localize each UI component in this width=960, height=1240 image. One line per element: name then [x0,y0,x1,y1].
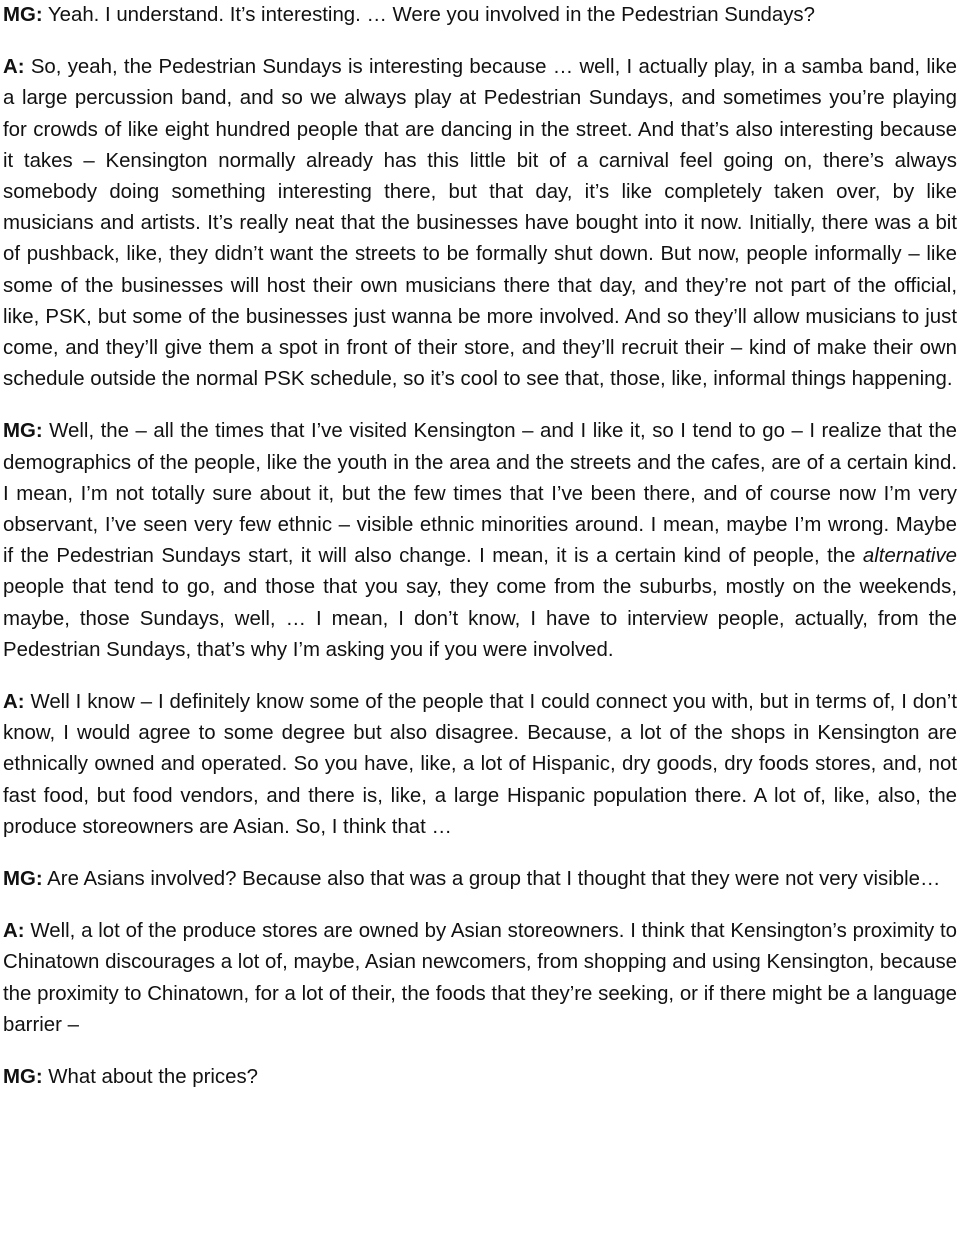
turn-text: Well, the – all the times that I’ve visited Kensington – and I like it, so I tend to go – I realize that the demographics of the people, like the youth in the area and the streets and the cafes, are of a certain kind. I mean, I’m not totally sure about it, but the few times that I’ve been there, and of course now I’m very observant, I’ve seen very few ethnic – visible ethnic minorities around. I mean, maybe I’m wrong. Maybe if the Pedestrian Sundays start, it will also change. I mean, it is a certain kind of people, the [3,420,957,568]
speaker-label: A: [3,691,25,714]
speaker-label: A: [3,56,25,79]
transcript-turn [3,916,957,1041]
speaker-label: MG: [3,1066,43,1089]
turn-text: Are Asians involved? Because also that was a group that I thought that they were not very visible… [42,868,941,891]
transcript-turn [3,0,957,31]
turn-text: Well I know – I definitely know some of the people that I could connect you with, but in terms of, I don’t know, I would agree to some degree but also disagree. Because, a lot of the shops in Kensington are ethnically owned and operated. So you have, like, a lot of Hispanic, dry goods, dry foods stores, and, not fast food, but food vendors, and there is, like, a large Hispanic population there. A lot of, like, also, the produce storeowners are Asian. So, I think that … [3,691,957,838]
transcript-turn [3,687,957,843]
turn-text: people that tend to go, and those that you say, they come from the suburbs, mostly on the weekends, maybe, those Sundays, well, … I mean, I don’t know, I have to interview people, actually, from the Pedestrian Sundays, that’s why I’m asking you if you were involved. [3,576,957,661]
transcript-turn [3,52,957,395]
speaker-label: MG: [3,868,43,891]
transcript-turn [3,864,957,895]
speaker-label: MG: [3,420,43,443]
transcript-turn [3,416,957,666]
speaker-label: MG: [3,4,43,26]
turn-text: Yeah. I understand. It’s interesting. … Were you involved in the Pedestrian Sundays? [42,4,815,26]
turn-text: So, yeah, the Pedestrian Sundays is interesting because … well, I actually play, in a samba band, like a large percussion band, and so we always play at Pedestrian Sundays, and sometimes you’re playing for crowds of like eight hundred people that are dancing in the street. And that’s also interesting because it takes – Kensington normally already has this little bit of a carnival feel going on, there’s always somebody doing something interesting there, but that day, it’s like completely taken over, by like musicians and artists. It’s really neat that the businesses have bought into it now. Initially, there was a bit of pushback, like, they didn’t want the streets to be formally shut down. But now, people informally – like some of the businesses will host their own musicians there that day, and they’re not part of the official, like, PSK, but some of the businesses just wanna be more involved. And so they’ll allow musicians to just come, and they’ll give them a spot in front of their store, and they’ll recruit their – kind of make their own schedule outside the normal PSK schedule, so it’s cool to see that, those, like, informal things happening. [3,56,957,391]
turn-text: What about the prices? [42,1066,258,1089]
turn-text: Well, a lot of the produce stores are owned by Asian storeowners. I think that Kensington’s proximity to Chinatown discourages a lot of, maybe, Asian newcomers, from shopping and using Kensington, because the proximity to Chinatown, for a lot of their, the foods that they’re seeking, or if there might be a language barrier – [3,920,957,1036]
speaker-label: A: [3,920,25,943]
emphasized-word: alternative [862,545,957,568]
transcript-turn [3,1062,957,1093]
